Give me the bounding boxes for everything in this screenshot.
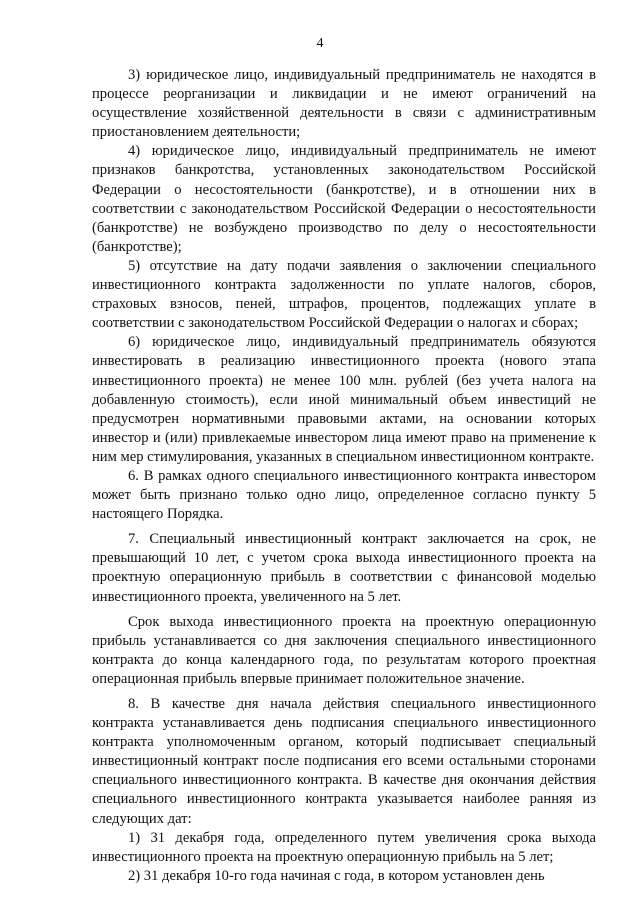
paragraph-item-6-sub: 6) юридическое лицо, индивидуальный предприниматель обязуются инвестировать в реализацию инвестиционного проекта (нового этапа инвестиционного проекта) не менее 100 млн. рублей (без учета налога на добавленную стоимость), если иной минимальный объем инвестиций не предусмотрен нормативными правовыми актами, на основании которых инвестор и (или) привлекаемые инвестором лица имеют право на применение к ним мер стимулирования, указанных в специальном инвестиционном контракте. bbox=[92, 334, 596, 465]
paragraph-clause-8: 8. В качестве дня начала действия специального инвестиционного контракта устанавливается день подписания специального инвестиционного контракта уполномоченным органом, который подписывает специальный инвестиционный контракт после подписания его всеми остальными сторонами специального инвестиционного контракта. В качестве дня окончания действия специального инвестиционного контракта указывается наиболее ранняя из следующих дат: bbox=[92, 696, 596, 827]
paragraph-clause-6: 6. В рамках одного специального инвестиционного контракта инвестором может быть признано только одно лицо, определенное согласно пункту 5 настоящего Порядка. bbox=[92, 467, 596, 523]
paragraph-date-option-2: 2) 31 декабря 10-го года начиная с года, в котором установлен день bbox=[128, 867, 545, 884]
paragraph-item-4: 4) юридическое лицо, индивидуальный предприниматель не имеют признаков банкротства, установленных законодательством Российской Федерации о несостоятельности (банкротстве), и в отношении них в соответствии с законодательством Российской Федерации о несостоятельности (банкротстве) не возбуждено производство по делу о несостоятельности (банкротстве); bbox=[92, 143, 596, 255]
paragraph-term-definition: Срок выхода инвестиционного проекта на проектную операционную прибыль устанавливается со дня заключения специального инвестиционного контракта до конца календарного года, по результатам которого проектная операционная прибыль впервые принимает положительное значение. bbox=[92, 613, 596, 687]
paragraph-item-5: 5) отсутствие на дату подачи заявления о заключении специального инвестиционного контракта задолженности по уплате налогов, сборов, страховых взносов, пеней, штрафов, процентов, подлежащих уплате в соответствии с законодательством Российской Федерации о налогах и сборах; bbox=[92, 257, 596, 332]
paragraph-item-3: 3) юридическое лицо, индивидуальный предприниматель не находятся в процессе реорганизации и ликвидации и не имеют ограничений на осуществление хозяйственной деятельности в связи с административным приостановлением деятельности; bbox=[92, 67, 596, 141]
paragraph-clause-7: 7. Специальный инвестиционный контракт заключается на срок, не превышающий 10 лет, с учетом срока выхода инвестиционного проекта на проектную операционную прибыль в соответствии с финансовой моделью инвестиционного проекта, увеличенного на 5 лет. bbox=[92, 531, 596, 605]
paragraph-date-option-1: 1) 31 декабря года, определенного путем увеличения срока выхода инвестиционного проекта на проектную операционную прибыль на 5 лет; bbox=[92, 829, 596, 865]
page-number: 4 bbox=[316, 36, 324, 51]
document-body bbox=[92, 66, 596, 886]
